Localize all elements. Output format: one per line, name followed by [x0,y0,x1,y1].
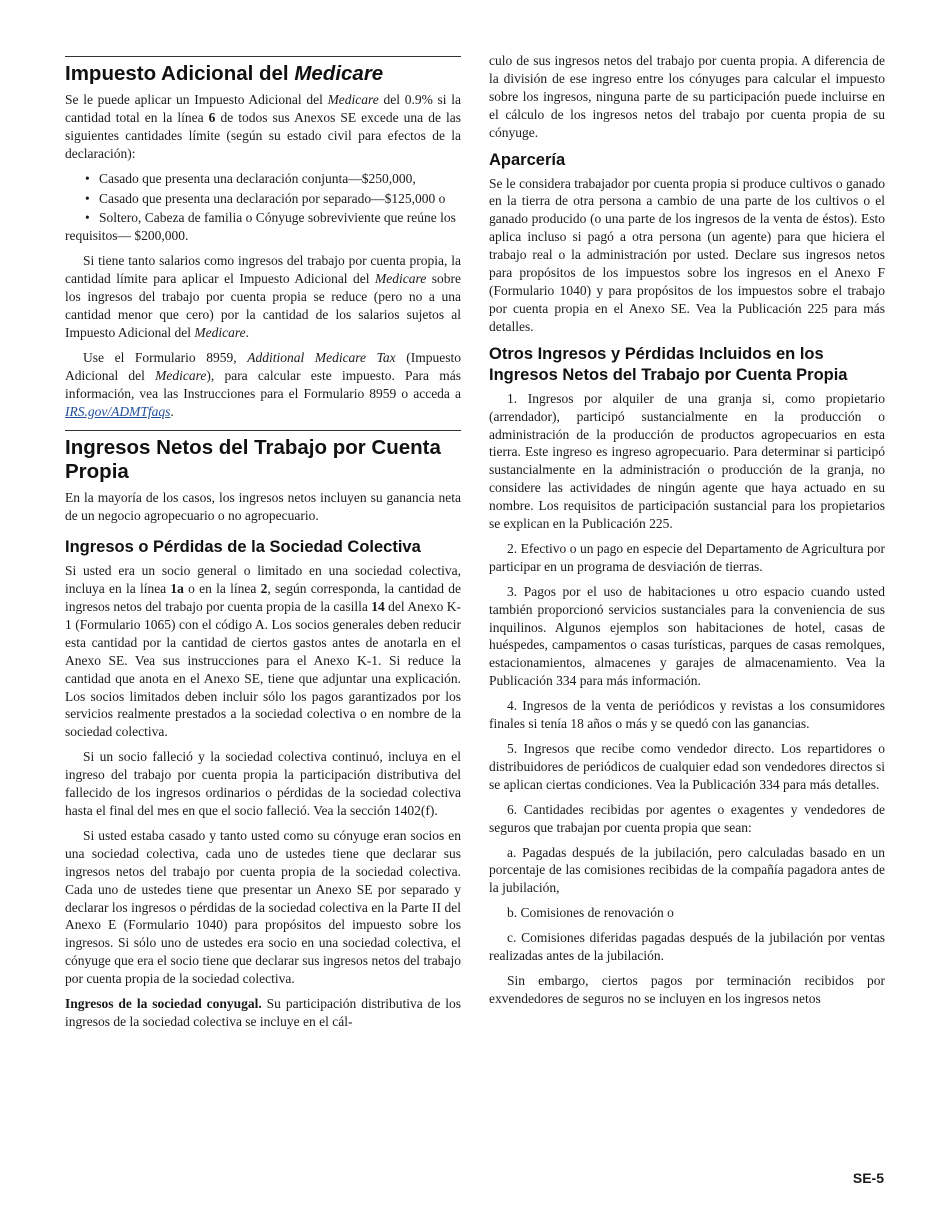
left-column [65,52,461,1038]
paragraph: Use el Formulario 8959, Additional Medicare Tax (Impuesto Adicional del Medicare), para calcular este impuesto. Para más información, vea las Instrucciones para el Formulario 8959 o acceda a IRS.gov/ADMTfaqs. [65,349,461,419]
sub-list-item: b. Comisiones de renovación o [507,905,674,921]
list-item: 1. Ingresos por alquiler de una granja si, como propietario (arrendador), participó sustancialmente en la producción o administración de la producción de productos agropecuarios en esta tierra. Este ingreso es ingreso agropecuario. Para determinar si participó sustancialmente en la administración o producción de la granja, no considere las actividades de ningún agente que haya actuado en su nombre. Los requisitos de participación sustancial para los propietarios se explican en la Publicación 225. [489,390,885,532]
right-column [489,52,885,1015]
paragraph: Si usted estaba casado y tanto usted como su cónyuge eran socios en una sociedad colectiva, cada uno de ustedes tiene que declarar sus ingresos netos del trabajo por cuenta propia de la sociedad colectiva. Cada uno de ustedes tiene que presentar un Anexo SE por separado y declarar los ingresos o pérdidas de la sociedad colectiva en la Parte II del Anexo E (Formulario 1040) para propósitos del impuesto sobre los ingresos. Si sólo uno de ustedes era socio en una sociedad colectiva, el cónyuge que era el socio tiene que declarar sus ingresos netos del trabajo por cuenta propia de la sociedad colectiva. [65,827,461,987]
list-item: • Soltero, Cabeza de familia o Cónyuge sobreviviente que reúne los requisitos— $200,000. [65,210,456,244]
paragraph: Si tiene tanto salarios como ingresos del trabajo por cuenta propia, la cantidad límite para aplicar el Impuesto Adicional del Medicare sobre los ingresos del trabajo por cuenta propia se reduce (pero no a una cantidad menor que cero) por la cantidad de los salarios sujetos al Impuesto Adicional del Medicare. [65,253,461,340]
section-divider [65,430,461,431]
bullet-icon: • [85,170,90,186]
paragraph: Si un socio falleció y la sociedad colectiva continuó, incluya en el ingreso del trabajo por cuenta propia la participación distributiva del fallecido de los ingresos ordinarios o pérdidas de la sociedad colectiva hasta el final del mes en que el socio falleció. Vea la sección 1402(f). [65,749,461,818]
list-item: 2. Efectivo o un pago en especie del Departamento de Agricultura por participar en un programa de desviación de tierras. [489,540,885,574]
section-title-sharecropping: Aparcería [489,150,566,169]
paragraph: Sin embargo, ciertos pagos por terminación recibidos por exvendedores de seguros no se incluyen en los ingresos netos [489,972,885,1006]
list-item: • Casado que presenta una declaración por separado—$125,000 o [85,190,446,206]
bullet-icon: • [85,190,90,206]
paragraph: Si usted era un socio general o limitado en una sociedad colectiva, incluya en la línea 1a o en la línea 2, según corresponda, la cantidad de ingresos netos del trabajo por cuenta propia de la casilla 14 del Anexo K-1 (Formulario 1065) con el código A. Los socios generales deben reducir esta cantidad por la cantidad de ciertos gastos antes de anotarla en el Anexo SE. Vea sus instrucciones para el Anexo K-1. Si reduce la cantidad que anota en el Anexo SE, tiene que adjuntar una explicación. Los socios limitados deben incluir sólo los pagos garantizados por los servicios realmente prestados a la sociedad colectiva o en nombre de la sociedad colectiva. [65,563,461,740]
section-title-other-income: Otros Ingresos y Pérdidas Incluidos en los Ingresos Netos del Trabajo por Cuenta Propia [489,344,848,384]
bullet-icon: • [85,210,90,226]
sub-list-item: a. Pagadas después de la jubilación, pero calculadas basado en un porcentaje de las comisiones recibidas de la compañía pagadora antes de la jubilación, [489,844,885,896]
section-title-partnership: Ingresos o Pérdidas de la Sociedad Colectiva [65,538,421,557]
paragraph: Se le considera trabajador por cuenta propia si produce cultivos o ganado en la tierra de otra persona a cambio de una parte de los cultivos o el ganado producido (o una parte de los ingresos de la venta de éstos). Esto aplica incluso si pagó a otra persona (un agente) para que hiciera el trabajo real o la administración por usted. Declare sus ingresos netos para propósitos de los impuestos sobre los ingresos en el Anexo F (Formulario 1040) y para propósitos de los impuestos sobre el trabajo por cuenta propia en el Anexo SE. Vea la Publicación 225 para más detalles. [489,175,885,334]
paragraph: Se le puede aplicar un Impuesto Adicional del Medicare del 0.9% si la cantidad total en la línea 6 de todos sus Anexos SE excede una de las siguientes cantidades límite (según su estado civil para efectos de la declaración): [65,92,461,161]
list-item: 4. Ingresos de la venta de periódicos y revistas a los consumidores finales si tenía 18 años o más y se quedó con las ganancias. [489,698,885,732]
list-item: 5. Ingresos que recibe como vendedor directo. Los repartidores o distribuidores de periódicos de cualquier edad son vendedores directos si se aplican ciertas condiciones. Vea la Publicación 334 para más detalles. [489,741,885,792]
section-title-additional-medicare: Impuesto Adicional del Medicare [65,62,384,85]
list-item: 6. Cantidades recibidas por agentes o exagentes y vendedores de seguros que trabajan por cuenta propia que sean: [489,801,885,835]
list-item: • Casado que presenta una declaración conjunta—$250,000, [85,170,416,186]
page-number: SE-5 [852,1170,884,1186]
sub-list-item: c. Comisiones diferidas pagadas después de la jubilación por ventas realizadas antes de la jubilación. [489,930,885,964]
section-title-net-earnings: Ingresos Netos del Trabajo por Cuenta Propia [65,436,441,484]
list-item: 3. Pagos por el uso de habitaciones u otro espacio cuando usted también proporcionó servicios sustanciales para la conveniencia de sus inquilinos. Algunos ejemplos son habitaciones de hotel, casas de huéspedes, campamentos o casas turísticas, parques de casas remolques, estacionamientos, almacenes y garajes de almacenamiento. Vea la Publicación 334 para más información. [489,583,885,689]
paragraph: En la mayoría de los casos, los ingresos netos incluyen su ganancia neta de un negocio agropecuario o no agropecuario. [65,490,461,524]
paragraph: Ingresos de la sociedad conyugal. Su participación distributiva de los ingresos de la sociedad colectiva se incluye en el cál- [65,996,461,1029]
irs-admtfaqs-link[interactable]: IRS.gov/ADMTfaqs [65,403,171,419]
paragraph: culo de sus ingresos netos del trabajo por cuenta propia. A diferencia de la división de ese ingreso entre los cónyuges para calcular el impuesto sobre los ingresos, ninguna parte de su participación puede incluirse en el cálculo de los ingresos netos del trabajo por cuenta propia de su cónyuge. [489,53,885,140]
section-divider [65,56,461,57]
